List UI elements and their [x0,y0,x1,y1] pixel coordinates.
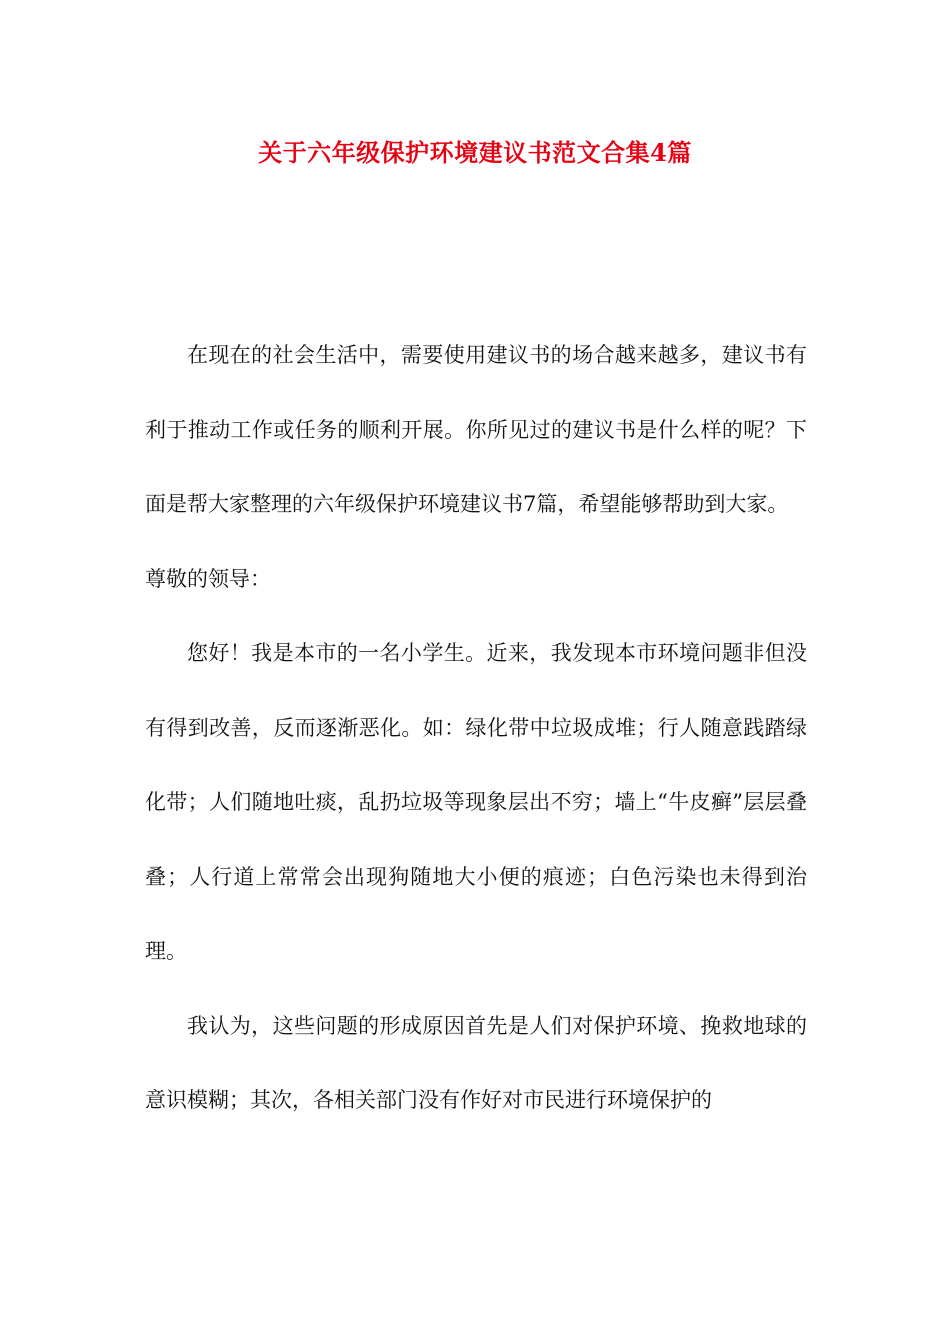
paragraph-causes: 我认为，这些问题的形成原因首先是人们对保护环境、挽救地球的意识模糊；其次，各相关部门没有作好对市民进行环境保护的 [145,1013,807,1112]
paragraph-intro: 在现在的社会生活中，需要使用建议书的场合越来越多，建议书有利于推动工作或任务的顺利开展。你所见过的建议书是什么样的呢？下面是帮大家整理的六年级保护环境建议书7篇，希望能够帮助到大家。 [145,343,807,516]
paragraph-problems: 您好！我是本市的一名小学生。近来，我发现本市环境问题非但没有得到改善，反而逐渐恶化。如：绿化带中垃圾成堆；行人随意践踏绿化带；人们随地吐痰，乱扔垃圾等现象层出不穷；墙上“牛皮癣”层层叠叠；人行道上常常会出现狗随地大小便的痕迹；白色污染也未得到治理。 [145,641,807,963]
document-body [145,318,807,1138]
paragraph-salutation: 尊敬的领导： [145,566,271,591]
document-title: 关于六年级保护环境建议书范文合集4篇 [258,138,692,167]
